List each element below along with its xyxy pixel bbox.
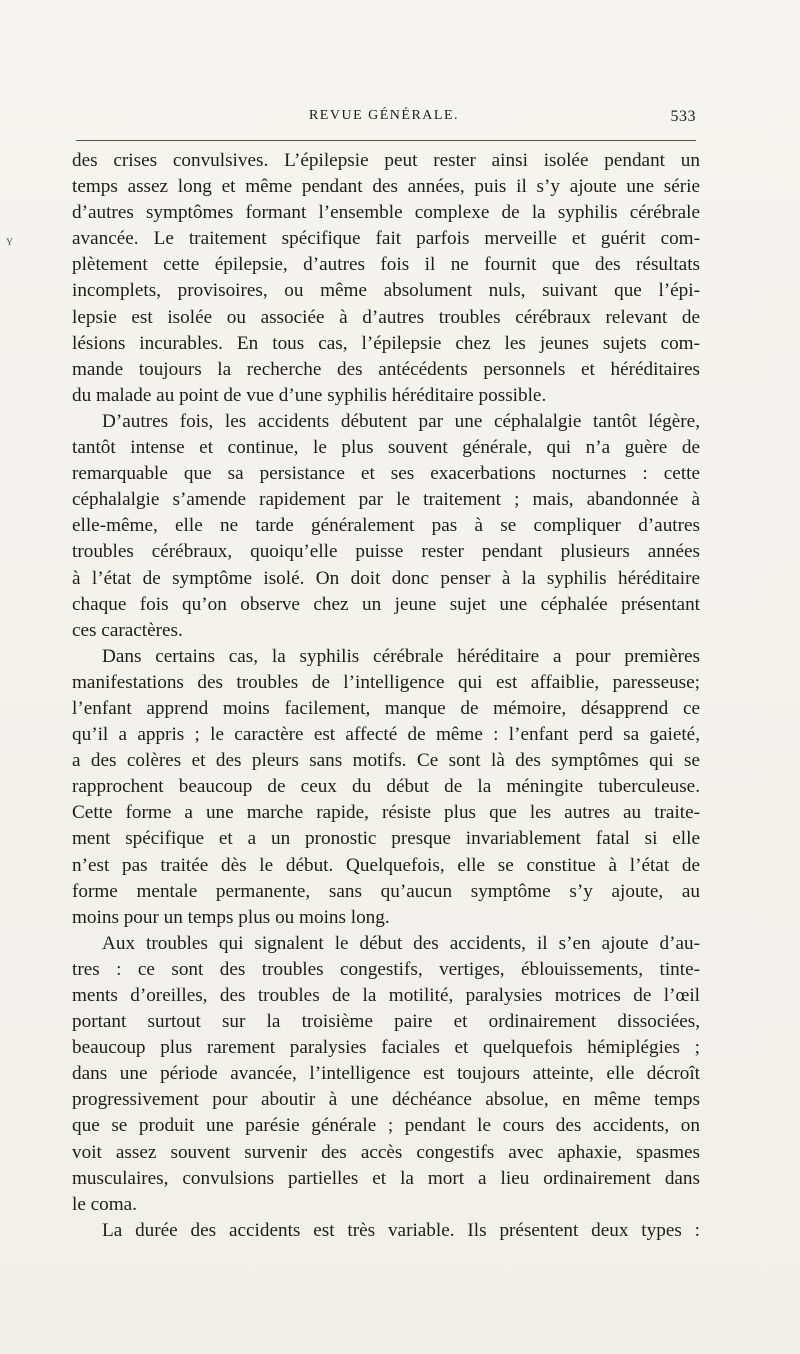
text-line: tres : ce sont des troubles congestifs, vertiges, éblouissements, tinte- [72,958,700,980]
text-line: remarquable que sa persistance et ses exacerbations nocturnes : cette [72,463,700,485]
text-line: Aux troubles qui signalent le début des accidents, il s’en ajoute d’au- [102,932,700,954]
text-line: tantôt intense et continue, le plus souvent générale, qui n’a guère de [72,437,700,459]
text-line: qu’il a appris ; le caractère est affecté de même : l’enfant perd sa gaieté, [72,724,700,746]
header-rule [76,140,696,141]
margin-mark: ʏ [6,234,13,249]
text-line: céphalalgie s’amende rapidement par le traitement ; mais, abandonnée à [72,489,700,511]
text-line: troubles cérébraux, quoiqu’elle puisse rester pendant plusieurs années [72,541,700,563]
text-line: a des colères et des pleurs sans motifs. Ce sont là des symptômes qui se [72,750,700,772]
text-line: chaque fois qu’on observe chez un jeune sujet une céphalée présentant [72,593,700,615]
text-line: le coma. [72,1193,137,1215]
text-line: Dans certains cas, la syphilis cérébrale héréditaire a pour premières [102,645,700,667]
text-line: forme mentale permanente, sans qu’aucun symptôme s’y ajoute, au [72,880,700,902]
text-line: d’autres symptômes formant l’ensemble complexe de la syphilis cérébrale [72,202,700,224]
text-line: rapprochent beaucoup de ceux du début de la méningite tuberculeuse. [72,776,700,798]
text-line: du malade au point de vue d’une syphilis héréditaire possible. [72,384,547,406]
running-header [70,108,698,128]
text-line: ments d’oreilles, des troubles de la motilité, paralysies motrices de l’œil [72,985,700,1006]
text-line: que se produit une parésie générale ; pendant le cours des accidents, on [72,1115,700,1137]
running-title: REVUE GÉNÉRALE. [308,108,460,123]
body-text [72,148,700,1244]
text-line: D’autres fois, les accidents débutent par une céphalalgie tantôt légère, [102,410,700,432]
text-line: des crises convulsives. L’épilepsie peut rester ainsi isolée pendant un [72,150,700,171]
text-line: beaucoup plus rarement paralysies faciales et quelquefois hémiplégies ; [72,1037,700,1059]
text-line: n’est pas traitée dès le début. Quelquefois, elle se constitue à l’état de [72,854,700,876]
text-line: La durée des accidents est très variable. Ils présentent deux types : [102,1219,700,1241]
text-line: lésions incurables. En tous cas, l’épilepsie chez les jeunes sujets com- [72,332,700,354]
text-line: ment spécifique et a un pronostic presque invariablement fatal si elle [72,828,700,850]
text-line: incomplets, provisoires, ou même absolument nuls, suivant que l’épi- [72,280,700,302]
text-line: moins pour un temps plus ou moins long. [72,906,390,928]
text-line: plètement cette épilepsie, d’autres fois il ne fournit que des résultats [72,254,700,276]
text-line: lepsie est isolée ou associée à d’autres troubles cérébraux relevant de [72,306,700,328]
text-line: ces caractères. [72,619,183,641]
text-line: musculaires, convulsions partielles et la mort a lieu ordinairement dans [72,1167,700,1189]
text-line: portant surtout sur la troisième paire et ordinairement dissociées, [72,1011,700,1033]
text-line: voit assez souvent survenir des accès congestifs avec aphaxie, spasmes [72,1141,700,1163]
text-line: dans une période avancée, l’intelligence est toujours atteinte, elle décroît [72,1063,700,1085]
text-line: manifestations des troubles de l’intelligence qui est affaiblie, paresseuse; [72,671,700,693]
text-line: l’enfant apprend moins facilement, manque de mémoire, désapprend ce [72,697,700,719]
text-line: avancée. Le traitement spécifique fait parfois merveille et guérit com- [72,228,700,250]
text-line: temps assez long et même pendant des années, puis il s’y ajoute une série [72,176,700,198]
text-line: à l’état de symptôme isolé. On doit donc penser à la syphilis héréditaire [72,567,700,589]
text-line: progressivement pour aboutir à une déchéance absolue, en même temps [72,1089,700,1111]
text-line: mande toujours la recherche des antécédents personnels et héréditaires [72,358,700,380]
text-line: elle-même, elle ne tarde généralement pas à se compliquer d’autres [72,515,700,537]
text-line: Cette forme a une marche rapide, résiste plus que les autres au traite- [72,802,700,824]
page-number: 533 [670,108,696,125]
